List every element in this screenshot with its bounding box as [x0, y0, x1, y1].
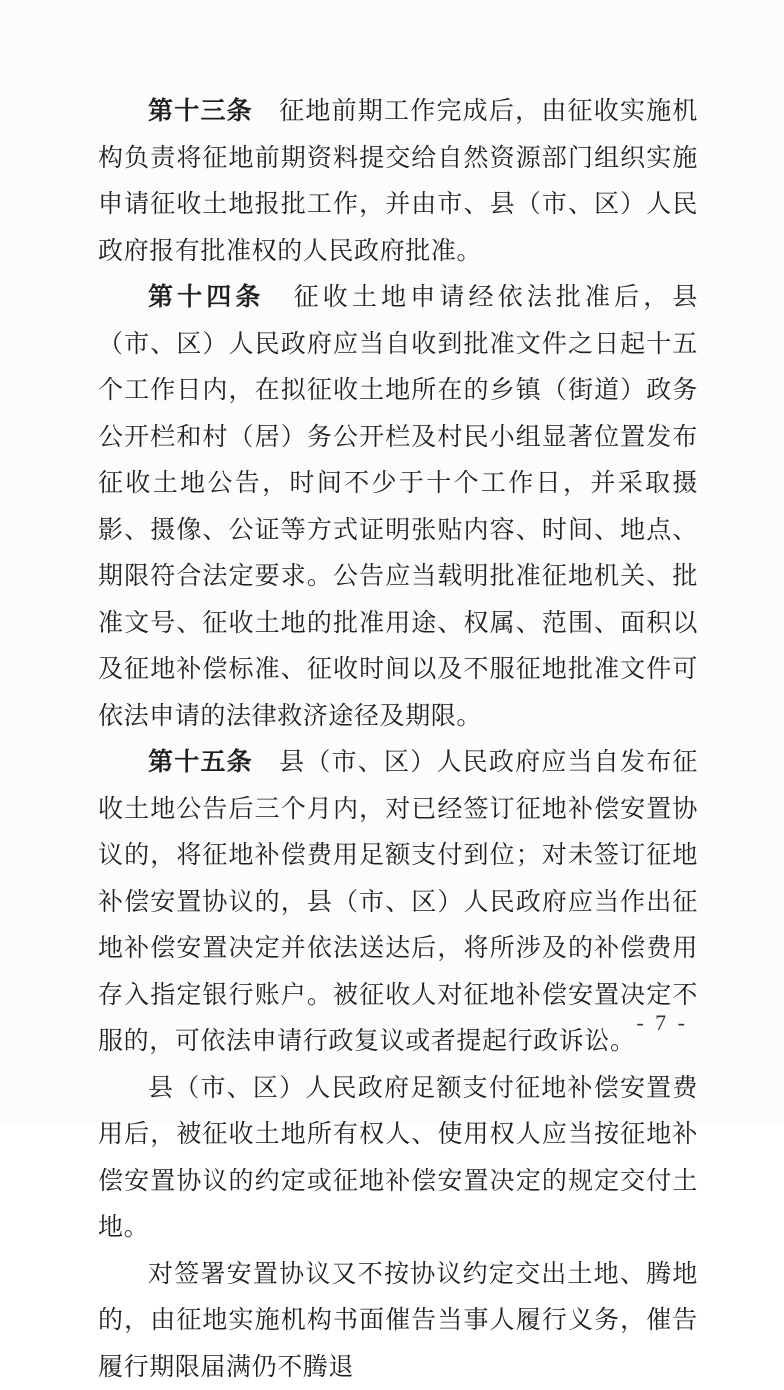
page-number: - 7 - [636, 1010, 688, 1036]
paragraph-article-14 [98, 274, 698, 739]
paragraph-article-15 [98, 739, 698, 1065]
paragraph-text: 征地前期工作完成后，由征收实施机构负责将征地前期资料提交给自然资源部门组织实施申请征收土地报批工作，并由市、县（市、区）人民政府报有批准权的人民政府批准。 [98, 96, 698, 265]
article-heading: 第十五条 [148, 747, 253, 776]
paragraph-text: 县（市、区）人民政府应当自发布征收土地公告后三个月内，对已经签订征地补偿安置协议的，将征地补偿费用足额支付到位；对未签订征地补偿安置协议的，县（市、区）人民政府应当作出征地补偿安置决定并依法送达后，将所涉及的补偿费用存入指定银行账户。被征收人对征地补偿安置决定不服的，可依法申请行政复议或者提起行政诉讼。 [98, 747, 698, 1055]
paragraph [98, 1065, 698, 1251]
paragraph-text: 征收土地申请经依法批准后，县（市、区）人民政府应当自收到批准文件之日起十五个工作日内，在拟征收土地所在的乡镇（街道）政务公开栏和村（居）务公开栏及村民小组显著位置发布征收土地公告，时间不少于十个工作日，并采取摄影、摄像、公证等方式证明张贴内容、时间、地点、期限符合法定要求。公告应当载明批准征地机关、批准文号、征收土地的批准用途、权属、范围、面积以及征地补偿标准、征收时间以及不服征地批准文件可依法申请的法律救济途径及期限。 [98, 282, 698, 730]
paragraph-text: 县（市、区）人民政府足额支付征地补偿安置费用后，被征收土地所有权人、使用权人应当按征地补偿安置协议的约定或征地补偿安置决定的规定交付土地。 [98, 1073, 698, 1242]
body-text [98, 88, 698, 1390]
article-heading: 第十三条 [148, 96, 253, 125]
paragraph-text: 对签署安置协议又不按协议约定交出土地、腾地的，由征地实施机构书面催告当事人履行义务，催告履行期限届满仍不腾退 [98, 1259, 698, 1381]
paragraph [98, 1251, 698, 1390]
article-heading: 第十四条 [148, 282, 265, 311]
paragraph-article-13 [98, 88, 698, 274]
